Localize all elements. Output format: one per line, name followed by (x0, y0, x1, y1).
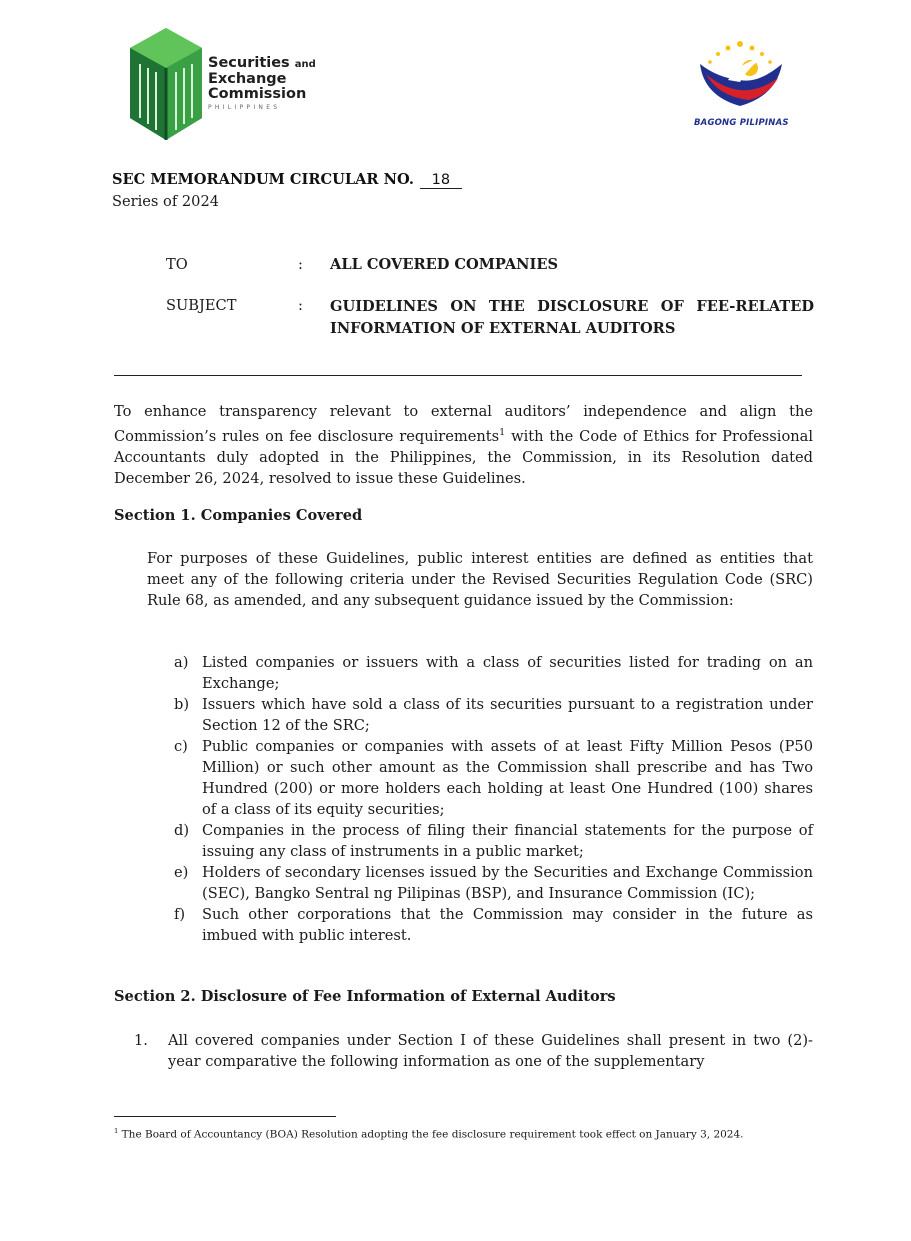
sec-hexagon-emblem-icon (126, 26, 206, 144)
list-item (170, 820, 813, 862)
list-item (170, 862, 813, 904)
list-item-marker: f) (174, 906, 186, 923)
subject-label: SUBJECT (166, 297, 237, 314)
sec-logo-word-commission: Commission (208, 86, 307, 102)
list-item (170, 694, 813, 736)
to-value: ALL COVERED COMPANIES (330, 256, 558, 273)
sec-logo-word-and: and (294, 59, 316, 70)
footnote-reference: 1 (499, 427, 506, 438)
memo-number: 18 (420, 172, 462, 189)
memo-title-prefix: SEC MEMORANDUM CIRCULAR NO. (112, 171, 414, 188)
criteria-list (170, 652, 813, 946)
bagong-pilipinas-logo (688, 34, 798, 134)
to-label: TO (166, 256, 188, 273)
list-item-text: Holders of secondary licenses issued by the Securities and Exchange Commission (SEC), Bangko Sentral ng Pilipinas (BSP), and Insurance Commission (IC); (202, 864, 813, 902)
footnote-marker: 1 (114, 1127, 119, 1135)
list-item-marker: d) (174, 822, 190, 839)
list-item-marker: c) (174, 738, 188, 755)
list-item-text: Issuers which have sold a class of its securities pursuant to a registration under Section 12 of the SRC; (202, 696, 813, 734)
section-2-item-1 (134, 1030, 813, 1072)
footnote-text: The Board of Accountancy (BOA) Resolution adopting the fee disclosure requirement took effect on January 3, 2024. (118, 1128, 744, 1141)
list-item-text: Companies in the process of filing their financial statements for the purpose of issuing any class of instruments in a public market; (202, 822, 813, 860)
list-item (170, 736, 813, 820)
to-colon: : (298, 256, 303, 273)
subject-colon: : (298, 297, 303, 314)
list-item-text: Public companies or companies with assets of at least Fifty Million Pesos (P50 Million) or such other amount as the Commission shall prescribe and has Two Hundred (200) or more holders each holding at least One Hundred (100) shares of a class of its equity securities; (202, 738, 813, 818)
list-item-text: Listed companies or issuers with a class of securities listed for trading on an Exchange; (202, 654, 813, 692)
sec-logo-word-securities: Securities (208, 55, 290, 71)
section-2-heading: Section 2. Disclosure of Fee Information of External Auditors (114, 988, 616, 1005)
footnote (114, 1127, 744, 1141)
header-divider (114, 375, 802, 376)
section-1-heading: Section 1. Companies Covered (114, 507, 363, 524)
list-item (170, 904, 813, 946)
sec-logo-word-exchange: Exchange (208, 71, 287, 87)
subject-value: GUIDELINES ON THE DISCLOSURE OF FEE-RELATED INFORMATION OF EXTERNAL AUDITORS (330, 298, 814, 337)
section-2-item-1-number: 1. (134, 1032, 148, 1049)
sec-logo-country: PHILIPPINES (208, 104, 281, 111)
section-1-paragraph: For purposes of these Guidelines, public interest entities are defined as entities that meet any of the following criteria under the Revised Securities Regulation Code (SRC) Rule 68, as amended, and any subsequent guidance issued by the Commission: (147, 550, 813, 609)
memo-series: Series of 2024 (112, 193, 220, 210)
sec-logo (126, 26, 326, 144)
bagong-pilipinas-text: BAGONG PILIPINAS (694, 118, 789, 128)
bagong-pilipinas-emblem-icon (688, 34, 798, 118)
intro-text-after: with the Code of Ethics for Professional Accountants duly adopted in the Philippines, the Commission, in its Resolution dated December 26, 2024, resolved to issue these Guidelines. (114, 427, 813, 487)
list-item-marker: b) (174, 696, 190, 713)
list-item-text: Such other corporations that the Commission may consider in the future as imbued with public interest. (202, 906, 813, 944)
section-2-item-1-text: All covered companies under Section I of these Guidelines shall present in two (2)-year comparative the following information as one of the supplementary (168, 1032, 813, 1070)
list-item-marker: e) (174, 864, 189, 881)
memo-title (112, 171, 462, 189)
intro-text-before: To enhance transparency relevant to external auditors’ independence and align the Commission’s rules on fee disclosure requirements (114, 403, 813, 445)
list-item-marker: a) (174, 654, 189, 671)
footnote-divider (114, 1116, 336, 1117)
list-item (170, 652, 813, 694)
intro-paragraph (114, 401, 813, 489)
